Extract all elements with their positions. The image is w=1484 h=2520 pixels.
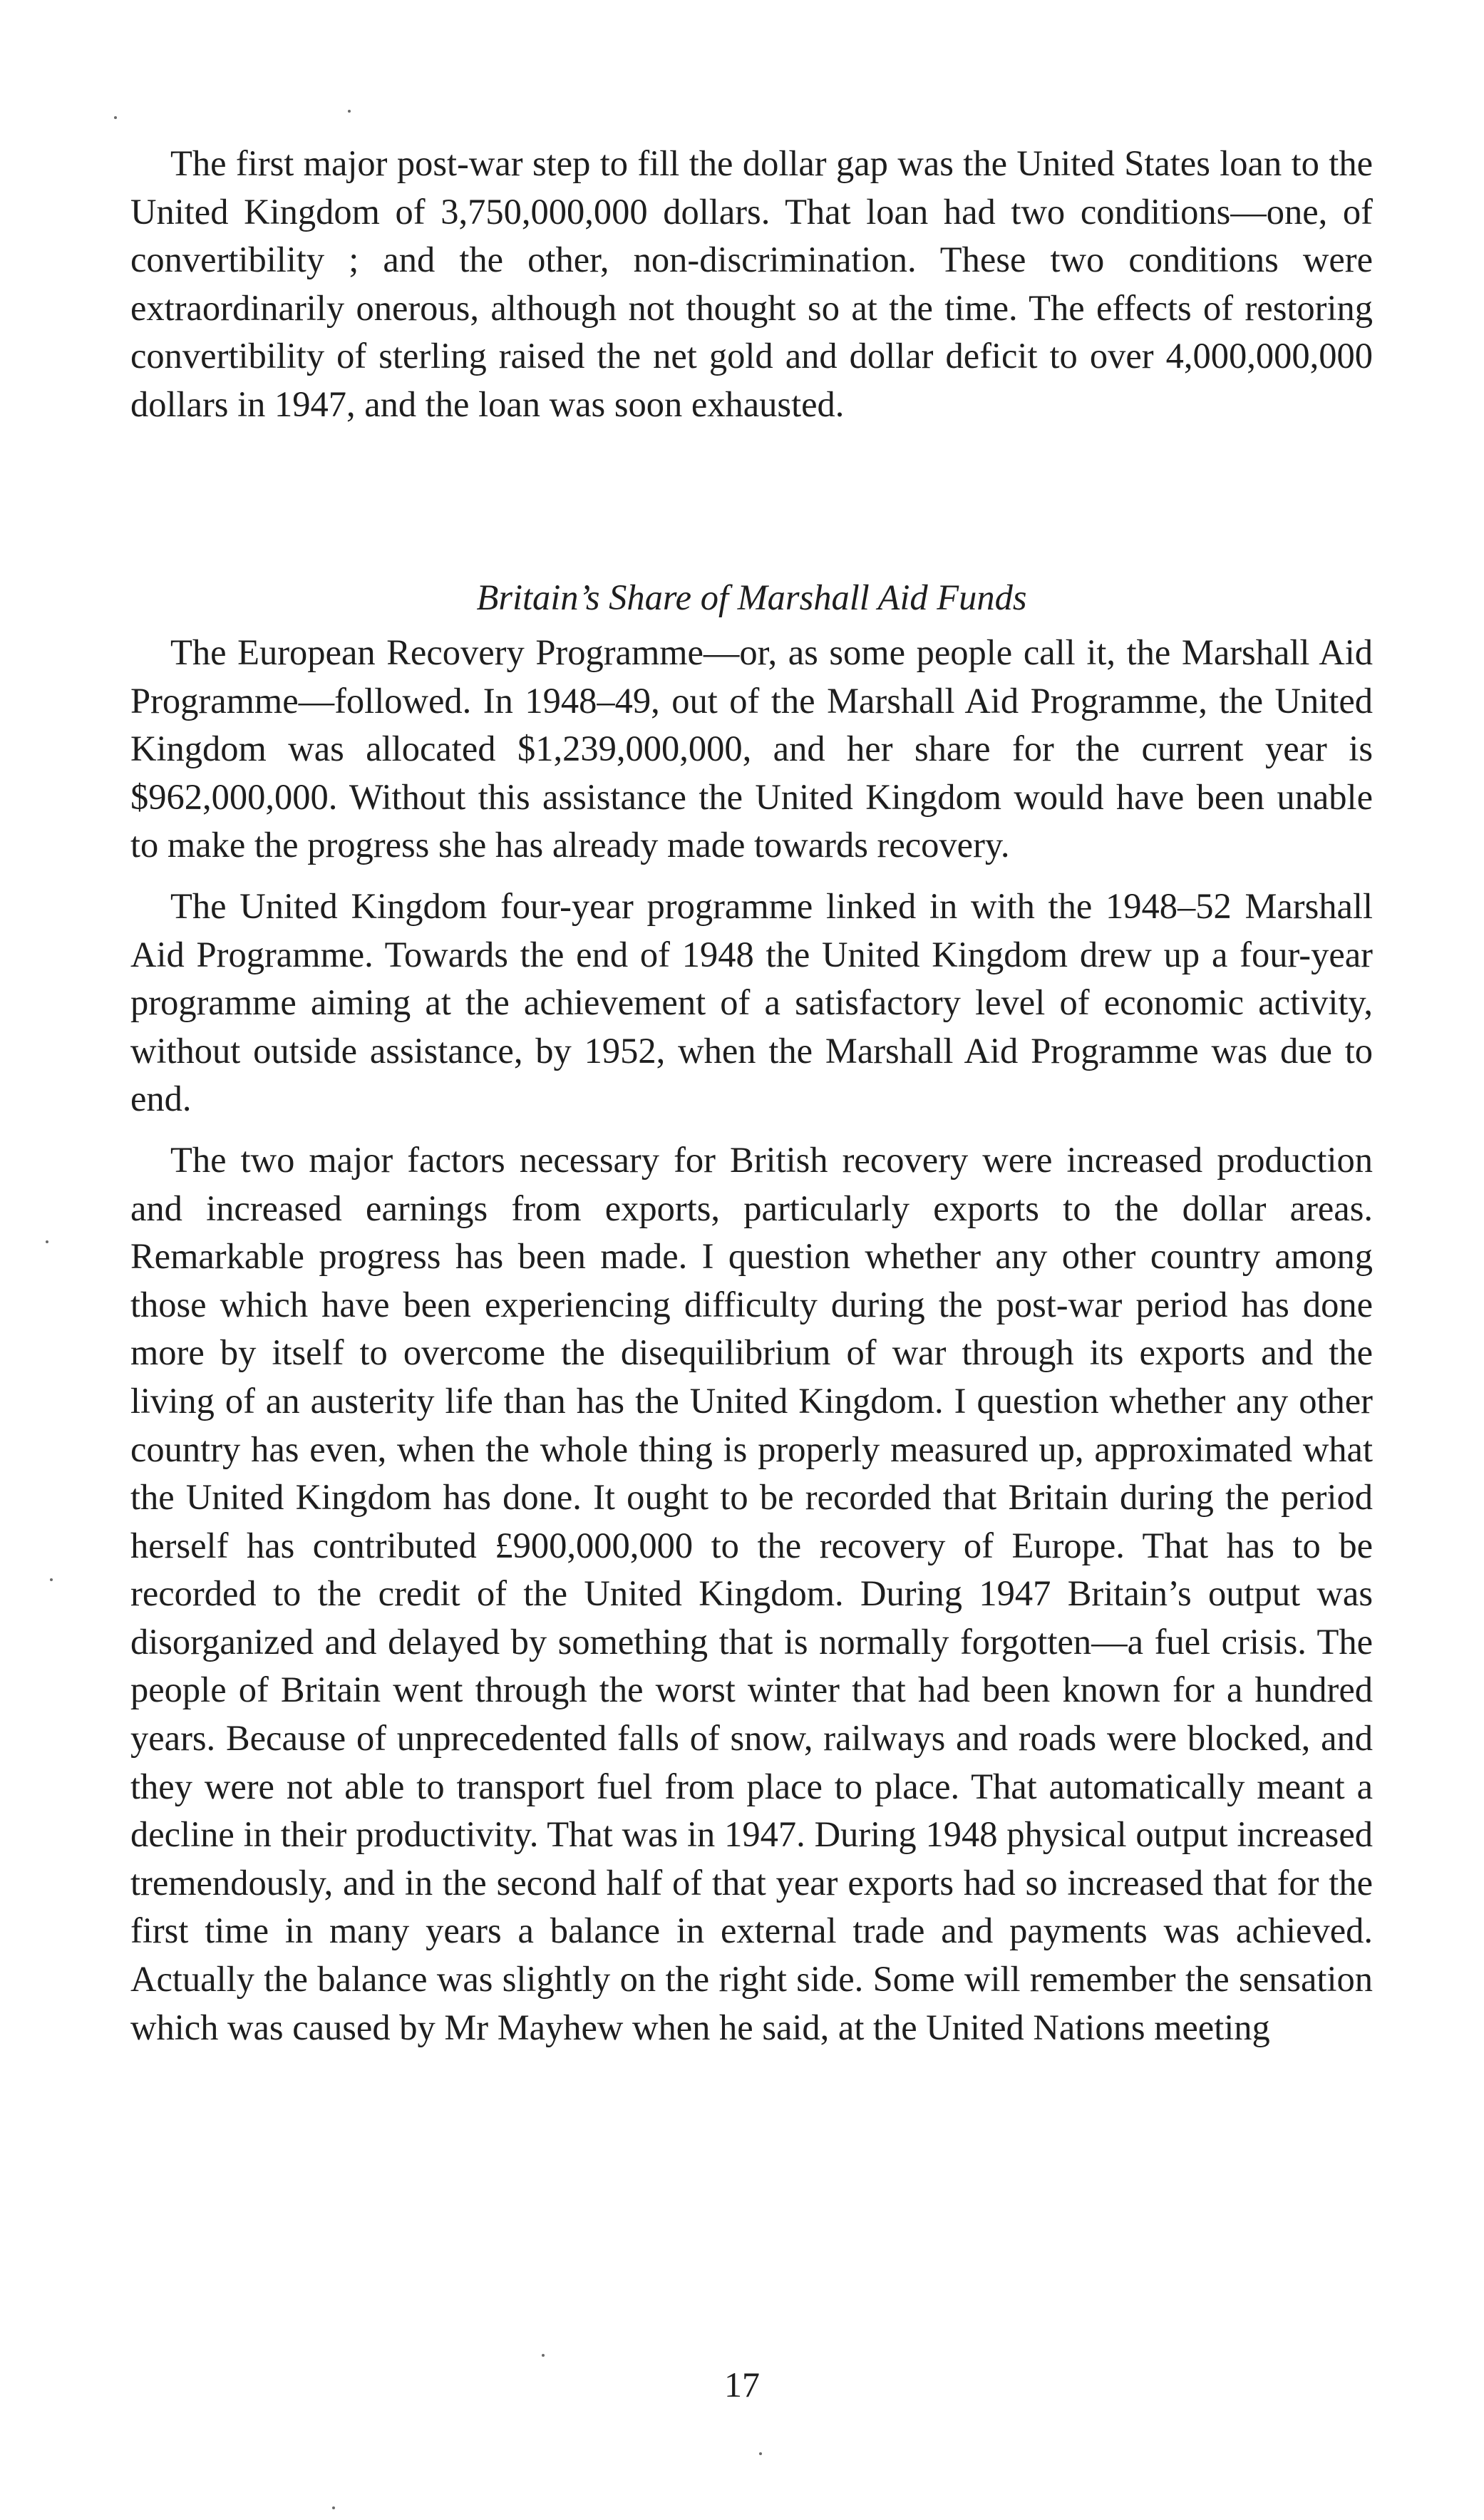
paragraph-british-recovery: The two major factors necessary for British recovery were increased production and increased earnings from exports, particularly exports to the dollar areas. Remarkable progress has been made. I question whether any other country among those which have been experiencing difficulty during the post-war period has done more by itself to overcome the disequilibrium of war through its exports and the living of an austerity life than has the United Kingdom. I question whether any other country has even, when the whole thing is properly measured up, approximated what the United Kingdom has done. It ought to be recorded that Britain during the period herself has contributed £900,000,000 to the recovery of Europe. That has to be recorded to the credit of the United Kingdom. During 1947 Britain’s output was disorganized and delayed by something that is normally forgotten—a fuel crisis. The people of Britain went through the worst winter that had been known for a hundred years. Because of unprecedented falls of snow, railways and roads were blocked, and they were not able to transport fuel from place to place. That automatically meant a decline in their productivity. That was in 1947. During 1948 physical output increased tremendously, and in the second half of that year exports had so increased that for the first time in many years a balance in external trade and payments was achieved. Actually the balance was slightly on the right side. Some will remember the sensation which was caused by Mr Mayhew when he said, at the United Nations meeting xyxy=(130,1139,1373,2047)
scan-speck xyxy=(114,116,117,119)
intro-section xyxy=(130,140,1373,429)
scan-speck xyxy=(46,1240,48,1243)
paragraph-european-recovery: The European Recovery Programme—or, as some people call it, the Marshall Aid Programme—followed. In 1948–49, out of the Marshall Aid Programme, the United Kingdom was allocated $1,239,000,000, and her share for the current year is $962,000,000. Without this assistance the United Kingdom would have been unable to make the progress she has already made towards recovery. xyxy=(130,632,1373,865)
scan-speck xyxy=(542,2354,545,2357)
scan-speck xyxy=(332,2506,335,2509)
scan-speck xyxy=(759,2452,762,2455)
paragraph-four-year-programme: The United Kingdom four-year programme linked in with the 1948–52 Marshall Aid Programme. Towards the end of 1948 the United Kingdom drew up a four-year programme aiming at the achievement of a satisfactory level of economic activity, without outside assistance, by 1952, when the Marshall Aid Programme was due to end. xyxy=(130,885,1373,1119)
page-number: 17 xyxy=(724,2365,760,2405)
section-heading: Britain’s Share of Marshall Aid Funds xyxy=(476,577,1027,617)
scan-speck xyxy=(50,1578,53,1581)
scan-speck xyxy=(348,110,351,113)
marshall-aid-section xyxy=(130,629,1373,2052)
intro-paragraph: The first major post-war step to fill the dollar gap was the United States loan to the United Kingdom of 3,750,000,000 dollars. That loan had two conditions—one, of convertibility ; and the other, non-discrimination. These two conditions were extraordinarily onerous, although not thought so at the time. The effects of restoring convertibility of sterling raised the net gold and dollar deficit to over 4,000,000,000 dollars in 1947, and the loan was soon exhausted. xyxy=(130,143,1373,424)
